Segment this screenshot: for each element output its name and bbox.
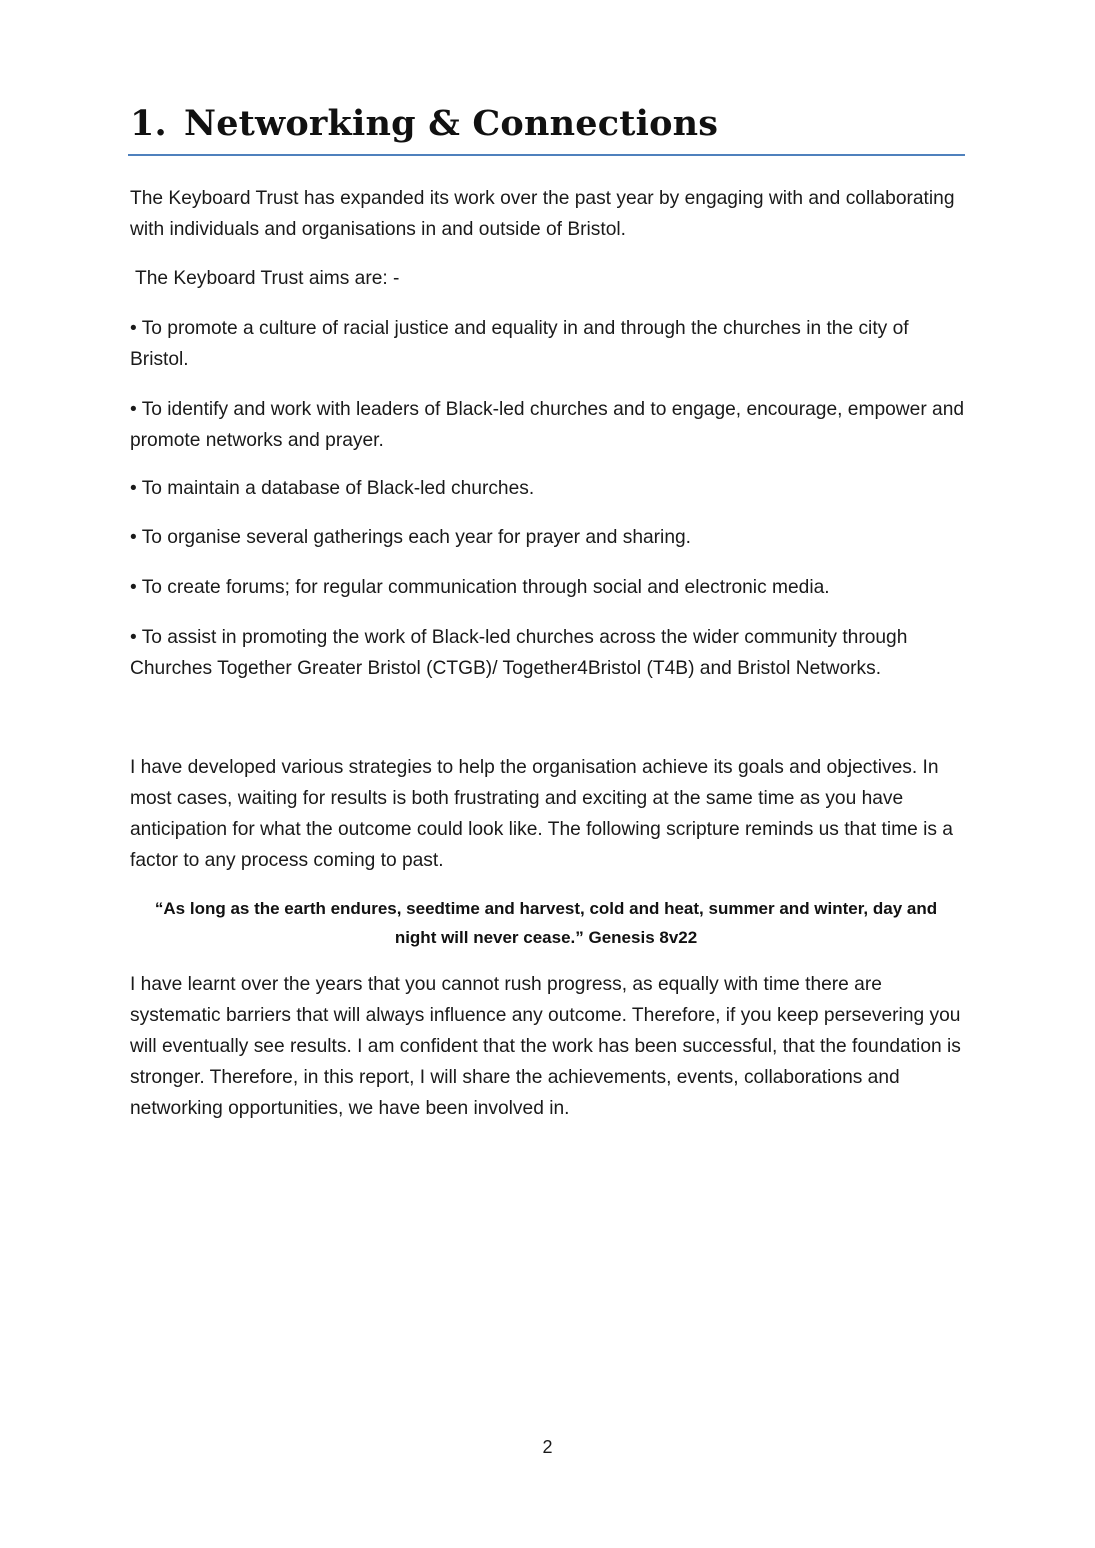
quote-line: “As long as the earth endures, seedtime and harvest, cold and heat, summer and winter, day and [154,899,938,918]
section-heading [130,98,965,150]
section-number: 1. [130,103,167,144]
strategies-paragraph: I have developed various strategies to help the organisation achieve its goals and objectives. In most cases, waiting for results is both frustrating and exciting at the same time as you have anticipation for what the outcome could look like. The following scripture reminds us that time is a factor to any process coming to past. [130,757,953,871]
aims-label: The Keyboard Trust aims are: - [130,268,400,289]
quote-line: night will never cease.” Genesis 8v22 [394,928,698,947]
aim-item: • To organise several gatherings each year for prayer and sharing. [130,527,691,548]
scripture-quote [130,894,962,952]
intro-paragraph: The Keyboard Trust has expanded its work over the past year by engaging with and collaborating with individuals and organisations in and outside of Bristol. [130,188,955,240]
aim-item: • To maintain a database of Black-led churches. [130,478,535,499]
page-number: 2 [542,1437,553,1457]
closing-paragraph: I have learnt over the years that you cannot rush progress, as equally with time there are systematic barriers that will always influence any outcome. Therefore, if you keep persevering you will eventually see results. I am confident that the work has been successful, that the foundation is stronger. Therefore, in this report, I will share the achievements, events, collaborations and networking opportunities, we have been involved in. [130,974,961,1119]
section-title: Networking & Connections [184,103,719,144]
aim-item: • To assist in promoting the work of Black-led churches across the wider community through Churches Together Greater Bristol (CTGB)/ Together4Bristol (T4B) and Bristol Networks. [130,627,908,679]
heading-underline [128,154,965,156]
aim-item: • To identify and work with leaders of Black-led churches and to engage, encourage, empower and promote networks and prayer. [130,399,965,451]
aim-item: • To create forums; for regular communication through social and electronic media. [130,577,830,598]
aim-item: • To promote a culture of racial justice and equality in and through the churches in the city of Bristol. [130,318,909,370]
